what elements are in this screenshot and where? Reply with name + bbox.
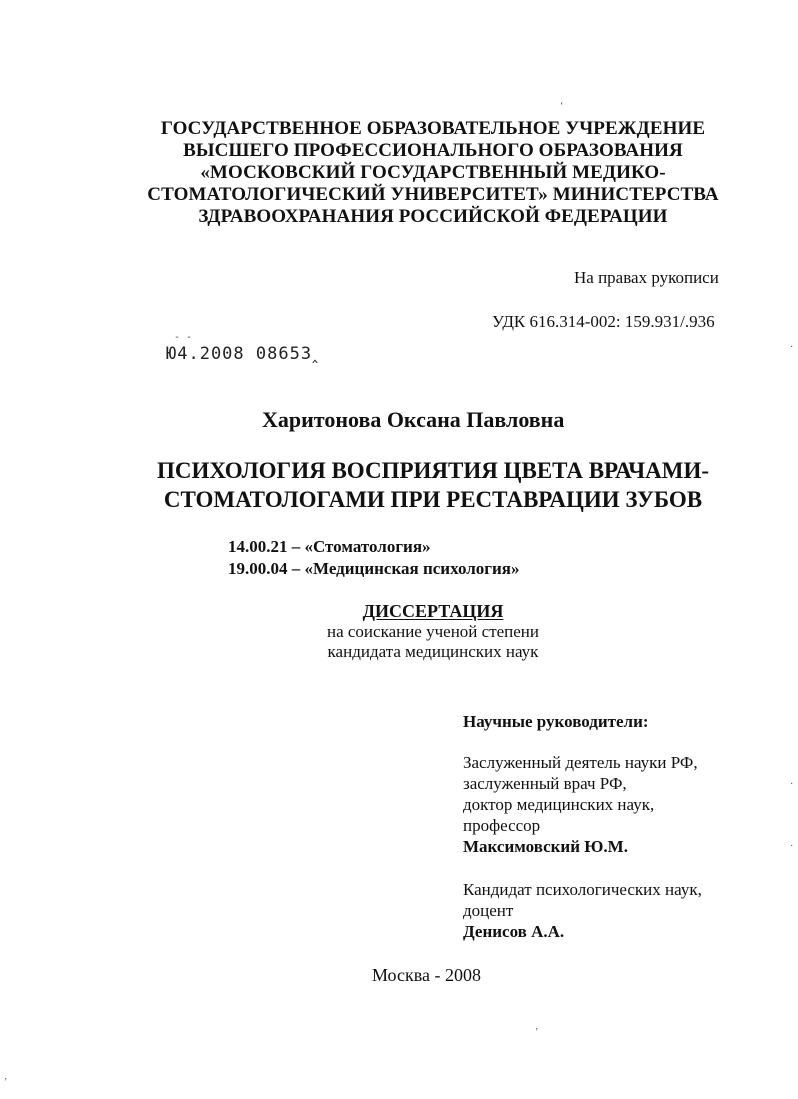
stamp-mark: - -: [174, 332, 193, 343]
supervisor-name: Денисов А.А.: [463, 922, 565, 941]
scan-speck: ·: [790, 342, 794, 353]
document-type-heading: ДИССЕРТАЦИЯ: [362, 601, 504, 621]
institution-header: [0, 118, 798, 228]
manuscript-rights-note: На правах рукописи: [574, 268, 719, 287]
scan-speck: ’: [4, 1077, 8, 1088]
author-name: Харитонова Оксана Павловна: [262, 407, 565, 432]
supervisor-title-line: профессор: [463, 816, 541, 835]
document-type-line: кандидата медицинских наук: [327, 642, 539, 661]
specialty-code: 19.00.04 – «Медицинская психология»: [228, 559, 520, 578]
city-year: Москва - 2008: [372, 965, 481, 985]
institution-line: ЗДРАВООХРАНАНИЯ РОССИЙСКОЙ ФЕДЕРАЦИИ: [198, 206, 668, 227]
scan-speck: ‘: [560, 101, 564, 112]
supervisor-title-line: доцент: [463, 901, 514, 920]
supervisor-title-line: Кандидат психологических наук,: [463, 880, 702, 899]
document-type-line: на соискание ученой степени: [326, 622, 540, 641]
supervisor-title-line: доктор медицинских наук,: [463, 795, 655, 814]
institution-line: «МОСКОВСКИЙ ГОСУДАРСТВЕННЫЙ МЕДИКО-: [200, 162, 666, 183]
udk-code: УДК 616.314-002: 159.931/.936: [492, 312, 715, 331]
document-type: [0, 601, 798, 662]
thesis-title: [0, 456, 798, 514]
archive-stamp-number: Ю4.2008 08653: [166, 344, 313, 364]
scan-speck: ·: [790, 841, 794, 852]
scan-speck: ·: [790, 779, 794, 790]
supervisor-first: [463, 752, 698, 857]
supervisor-title-line: заслуженный врач РФ,: [463, 774, 627, 793]
specialty-code: 14.00.21 – «Стоматология»: [228, 537, 431, 556]
supervisor-name: Максимовский Ю.М.: [463, 837, 628, 856]
institution-line: СТОМАТОЛОГИЧЕСКИЙ УНИВЕРСИТЕТ» МИНИСТЕРСТВА: [147, 184, 719, 205]
supervisor-title-line: Заслуженный деятель науки РФ,: [463, 753, 698, 772]
supervisor-second: [463, 879, 702, 942]
stamp-tick: ‸: [312, 344, 319, 364]
institution-line: ВЫСШЕГО ПРОФЕССИОНАЛЬНОГО ОБРАЗОВАНИЯ: [183, 140, 683, 161]
scan-speck: ’: [535, 1027, 539, 1038]
thesis-title-line: ПСИХОЛОГИЯ ВОСПРИЯТИЯ ЦВЕТА ВРАЧАМИ-: [156, 458, 710, 483]
archive-stamp: [166, 332, 319, 364]
thesis-title-line: СТОМАТОЛОГАМИ ПРИ РЕСТАВРАЦИИ ЗУБОВ: [163, 487, 703, 512]
institution-line: ГОСУДАРСТВЕННОЕ ОБРАЗОВАТЕЛЬНОЕ УЧРЕЖДЕНИЕ: [160, 118, 706, 139]
supervisors-heading: Научные руководители:: [463, 712, 649, 731]
